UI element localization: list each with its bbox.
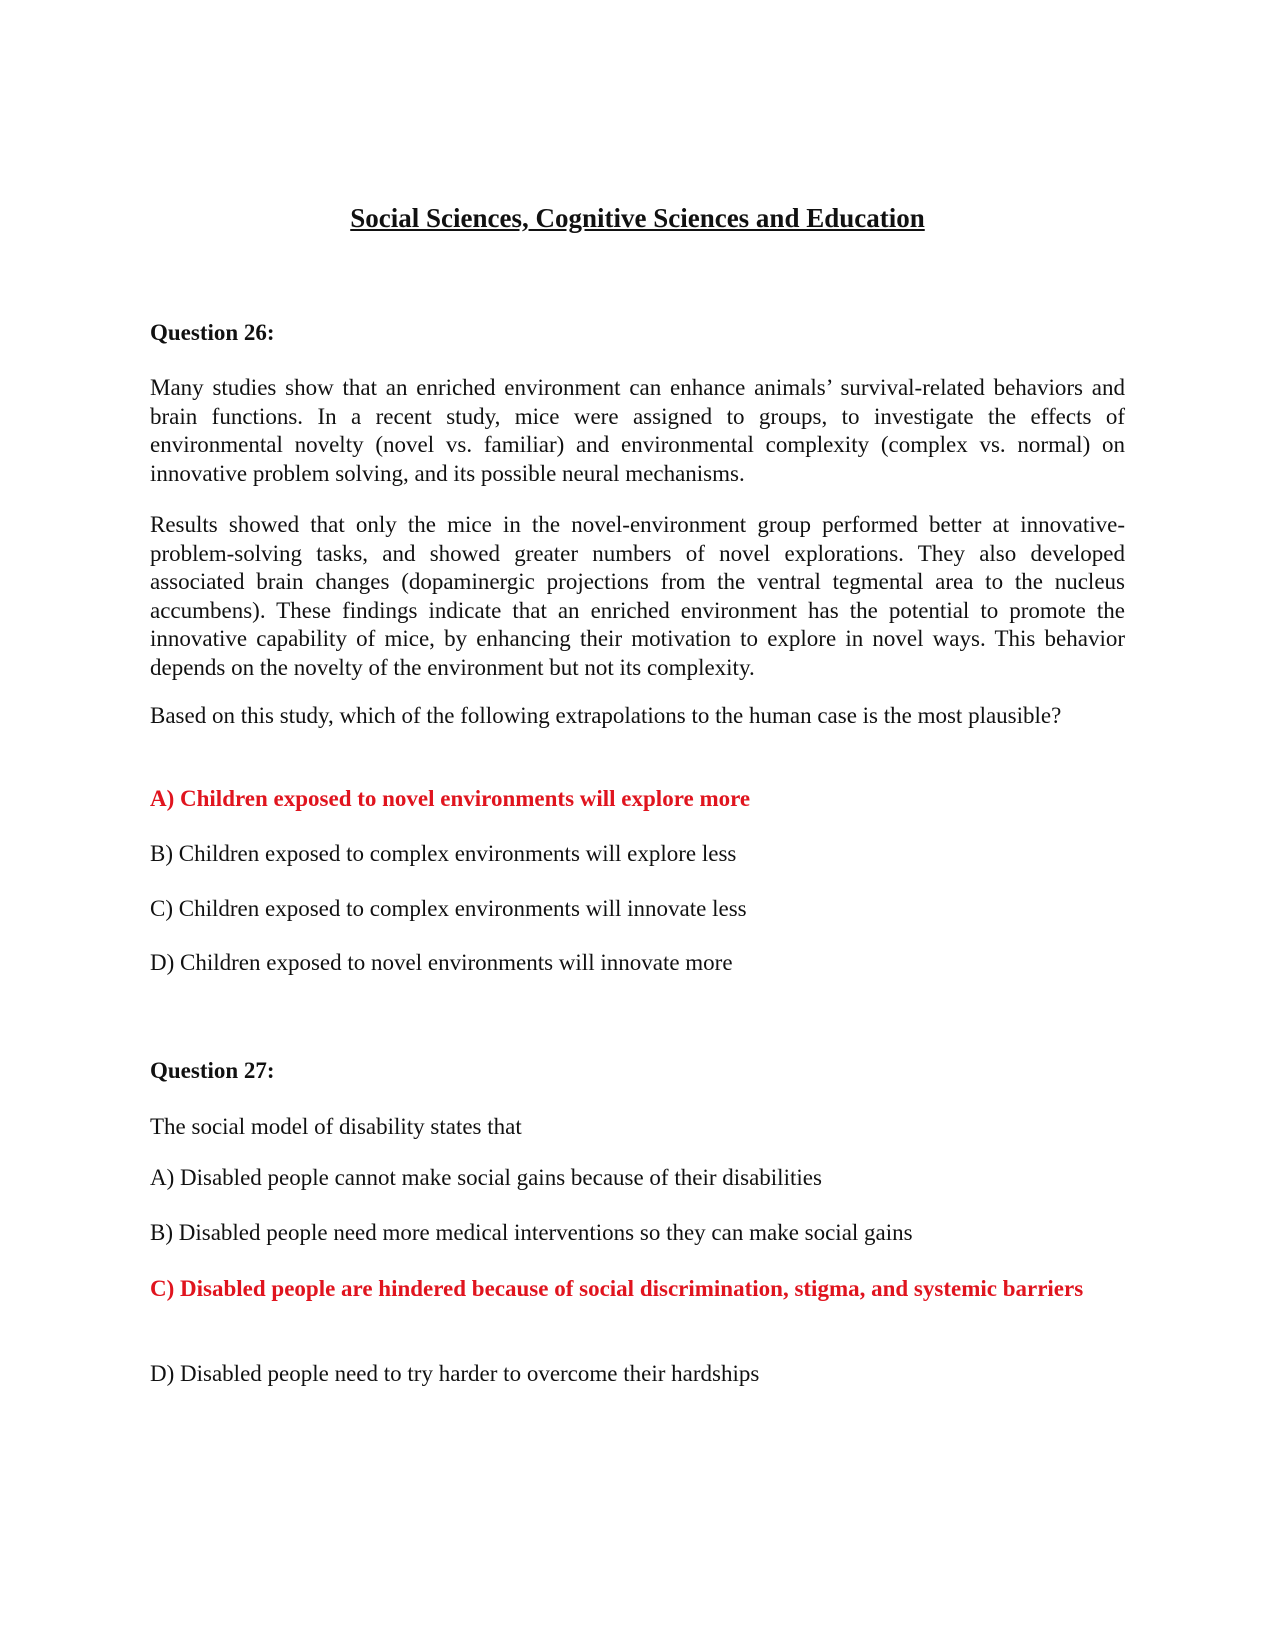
question-26-paragraph-1: Many studies show that an enriched environment can enhance animals’ survival-related behaviors and brain functions. In a recent study, mice were assigned to groups, to investigate the effects of environmental novelty (novel vs. familiar) and environmental complexity (complex vs. normal) on innovative problem solving, and its possible neural mechanisms. bbox=[150, 375, 1125, 486]
question-27-option-a: A) Disabled people cannot make social gains because of their disabilities bbox=[150, 1165, 822, 1190]
question-26-option-d: D) Children exposed to novel environments will innovate more bbox=[150, 950, 733, 975]
question-27-heading: Question 27: bbox=[150, 1058, 275, 1083]
question-26-option-b: B) Children exposed to complex environments will explore less bbox=[150, 841, 737, 866]
question-26-option-a-correct: A) Children exposed to novel environments will explore more bbox=[150, 786, 751, 811]
question-26-prompt: Based on this study, which of the following extrapolations to the human case is the most plausible? bbox=[150, 703, 1062, 728]
page-title: Social Sciences, Cognitive Sciences and Education bbox=[350, 203, 925, 233]
question-27-option-c-correct: C) Disabled people are hindered because of social discrimination, stigma, and systemic barriers bbox=[150, 1276, 1084, 1301]
question-26-option-c: C) Children exposed to complex environments will innovate less bbox=[150, 896, 747, 921]
question-26-paragraph-2: Results showed that only the mice in the novel-environment group performed better at innovative-problem-solving tasks, and showed greater numbers of novel explorations. They also developed associated brain changes (dopaminergic projections from the ventral tegmental area to the nucleus accumbens). These findings indicate that an enriched environment has the potential to promote the innovative capability of mice, by enhancing their motivation to explore in novel ways. This behavior depends on the novelty of the environment but not its complexity. bbox=[150, 512, 1125, 680]
question-27-option-b: B) Disabled people need more medical interventions so they can make social gains bbox=[150, 1220, 913, 1245]
question-27-prompt: The social model of disability states that bbox=[150, 1114, 522, 1139]
question-26-heading: Question 26: bbox=[150, 320, 275, 345]
question-27-option-d: D) Disabled people need to try harder to overcome their hardships bbox=[150, 1361, 760, 1386]
